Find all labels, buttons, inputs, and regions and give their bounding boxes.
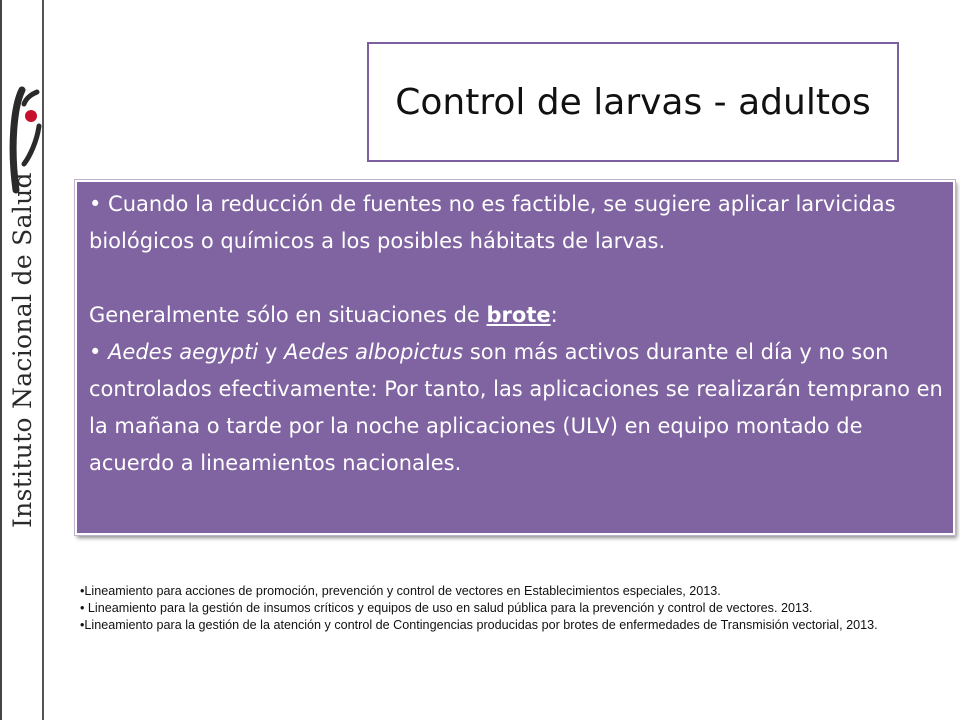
outbreak-keyword: brote	[486, 303, 551, 327]
slide-title: Control de larvas - adultos	[395, 81, 871, 123]
references	[80, 583, 932, 634]
content-box	[75, 180, 955, 535]
reference-item: •Lineamiento para la gestión de la atención y control de Contingencias producidas por brotes de enfermedades de Transmisión vectorial, 2013.	[80, 618, 878, 632]
species-albopictus: Aedes albopictus	[283, 340, 464, 364]
institution-sidebar	[0, 0, 44, 720]
paragraph-larvicides: • Cuando la reducción de fuentes no es factible, se sugiere aplicar larvicidas biológicos o químicos a los posibles hábitats de larvas.	[89, 192, 896, 253]
species-connector: y	[258, 340, 284, 364]
sidebar-right-rule	[42, 0, 44, 720]
paragraph-spacer	[89, 260, 943, 297]
outbreak-suffix: :	[550, 303, 558, 327]
adult-control-text: son más activos durante el día y no son controlados efectivamente: Por tanto, las aplicaciones se realizarán temprano en la mañana o tarde por la noche aplicaciones (ULV) en equipo montado de acuerdo a lineamientos nacionales.	[89, 340, 943, 475]
paragraph-adult-control	[89, 334, 943, 482]
reference-item: •Lineamiento para acciones de promoción, prevención y control de vectores en Establecimientos especiales, 2013.	[80, 584, 721, 598]
sidebar-left-rule	[0, 0, 2, 720]
paragraph-outbreak	[89, 297, 943, 334]
institution-name: Instituto Nacional de Salud	[8, 172, 37, 528]
adult-bullet: •	[89, 340, 109, 364]
species-aegypti: Aedes aegypti	[108, 340, 259, 364]
title-box	[367, 42, 899, 162]
reference-item: • Lineamiento para la gestión de insumos críticos y equipos de uso en salud pública para la prevención y control de vectores. 2013.	[80, 601, 813, 615]
outbreak-prefix: Generalmente sólo en situaciones de	[89, 303, 487, 327]
